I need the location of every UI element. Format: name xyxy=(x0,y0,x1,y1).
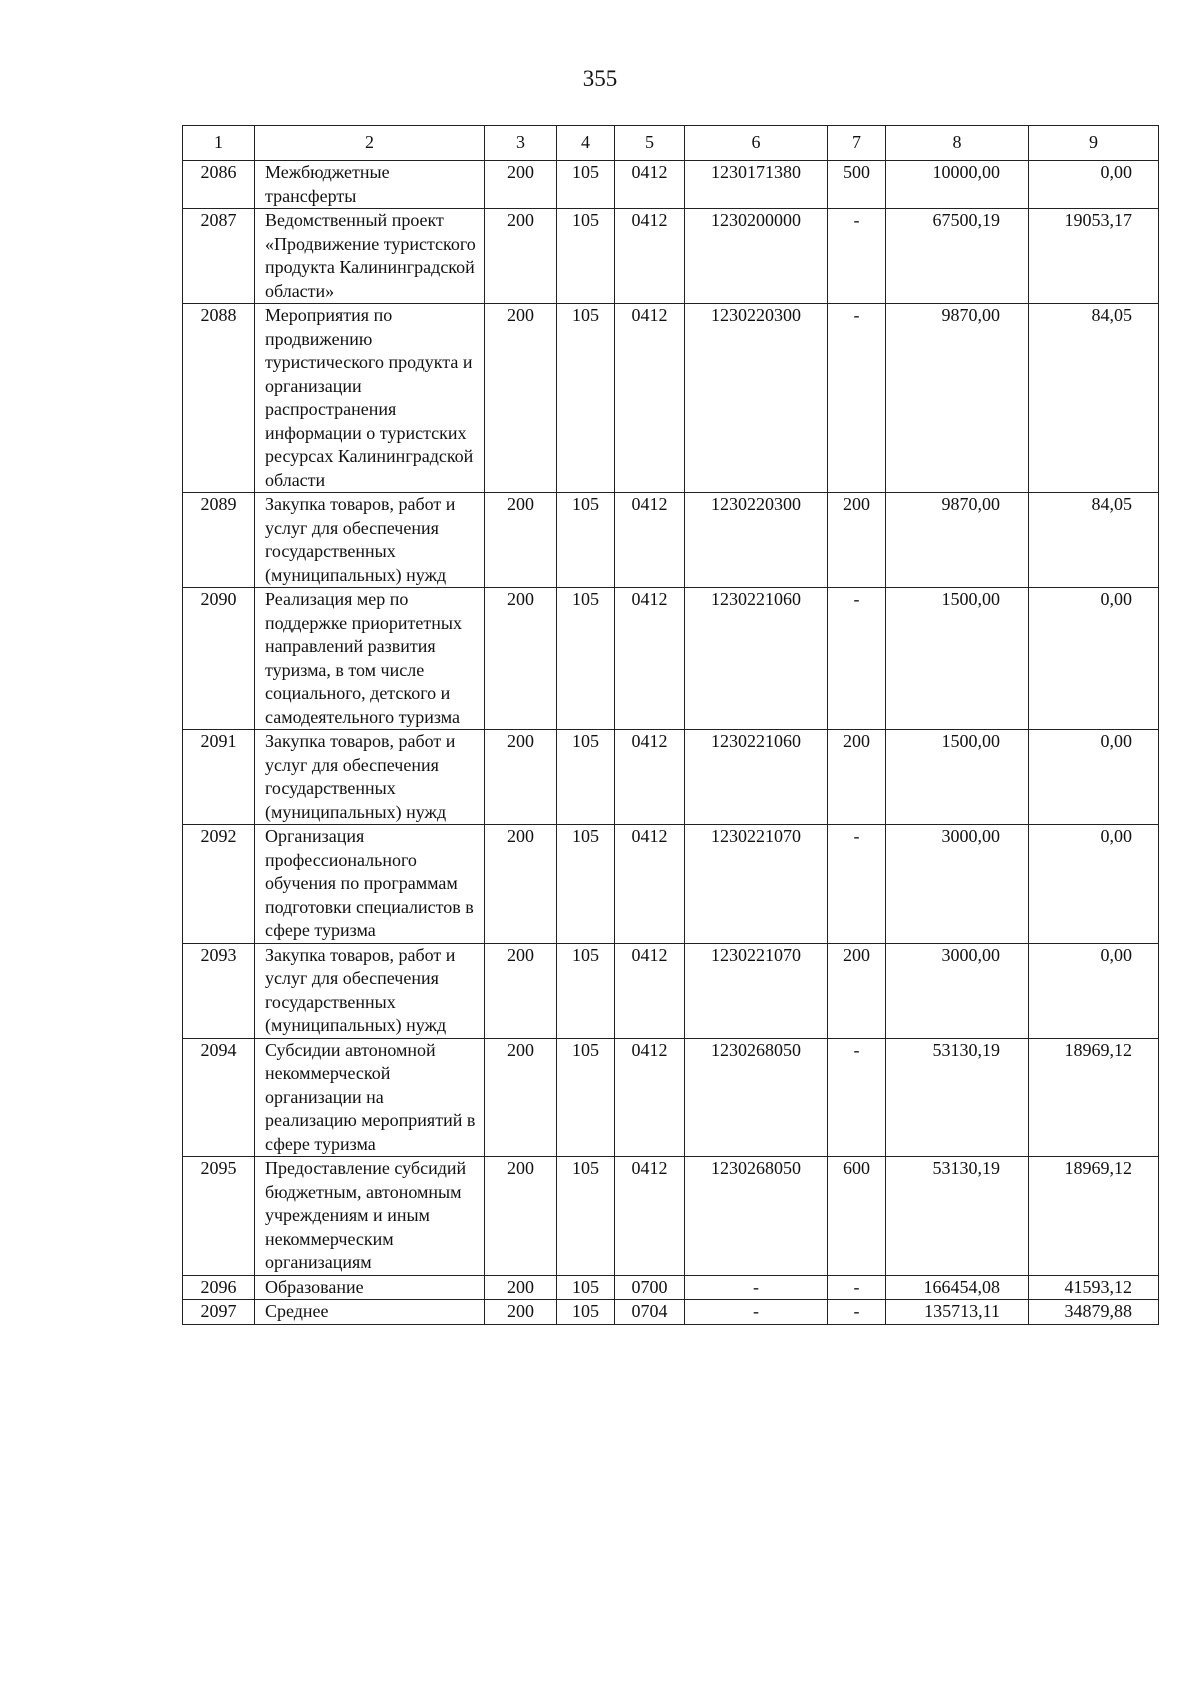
col-9-amount-cell: 19053,17 xyxy=(1029,209,1159,304)
item-name-cell: Закупка товаров, работ и услуг для обеспечения государственных (муниципальных) нужд xyxy=(255,493,485,588)
table-row xyxy=(183,588,1159,730)
table-row xyxy=(183,943,1159,1038)
column-header: 6 xyxy=(685,126,828,161)
table-row xyxy=(183,304,1159,493)
col-8-amount-cell: 53130,19 xyxy=(886,1157,1029,1276)
col-3-cell: 200 xyxy=(485,588,557,730)
item-name-cell: Предоставление субсидий бюджетным, автономным учреждениям и иным некоммерческим организациям xyxy=(255,1157,485,1276)
col-4-cell: 105 xyxy=(557,943,615,1038)
col-7-cell: - xyxy=(828,1300,886,1325)
item-name-cell: Ведомственный проект «Продвижение туристского продукта Калининградской области» xyxy=(255,209,485,304)
item-name-cell: Организация профессионального обучения по программам подготовки специалистов в сфере туризма xyxy=(255,825,485,944)
col-5-cell: 0412 xyxy=(615,1038,685,1157)
col-9-amount-cell: 84,05 xyxy=(1029,493,1159,588)
col-5-cell: 0412 xyxy=(615,825,685,944)
table-header-row xyxy=(183,126,1159,161)
column-header: 3 xyxy=(485,126,557,161)
col-6-cell: 1230200000 xyxy=(685,209,828,304)
col-5-cell: 0412 xyxy=(615,209,685,304)
col-9-amount-cell: 18969,12 xyxy=(1029,1157,1159,1276)
col-8-amount-cell: 3000,00 xyxy=(886,825,1029,944)
col-3-cell: 200 xyxy=(485,730,557,825)
row-number-cell: 2088 xyxy=(183,304,255,493)
row-number-cell: 2089 xyxy=(183,493,255,588)
col-8-amount-cell: 9870,00 xyxy=(886,493,1029,588)
item-name-cell: Межбюджетные трансферты xyxy=(255,161,485,209)
col-5-cell: 0412 xyxy=(615,304,685,493)
col-9-amount-cell: 0,00 xyxy=(1029,730,1159,825)
row-number-cell: 2094 xyxy=(183,1038,255,1157)
budget-table xyxy=(182,125,1159,1325)
column-header: 1 xyxy=(183,126,255,161)
col-4-cell: 105 xyxy=(557,1300,615,1325)
col-4-cell: 105 xyxy=(557,1038,615,1157)
col-9-amount-cell: 18969,12 xyxy=(1029,1038,1159,1157)
col-6-cell: 1230221060 xyxy=(685,730,828,825)
table-row xyxy=(183,209,1159,304)
col-9-amount-cell: 0,00 xyxy=(1029,588,1159,730)
col-9-amount-cell: 0,00 xyxy=(1029,161,1159,209)
col-7-cell: - xyxy=(828,304,886,493)
col-6-cell: 1230268050 xyxy=(685,1038,828,1157)
item-name-cell: Мероприятия по продвижению туристического продукта и организации распространения информации о туристских ресурсах Калининградской области xyxy=(255,304,485,493)
col-8-amount-cell: 9870,00 xyxy=(886,304,1029,493)
row-number-cell: 2092 xyxy=(183,825,255,944)
column-header: 2 xyxy=(255,126,485,161)
table-row xyxy=(183,825,1159,944)
col-7-cell: 200 xyxy=(828,730,886,825)
col-4-cell: 105 xyxy=(557,493,615,588)
col-8-amount-cell: 135713,11 xyxy=(886,1300,1029,1325)
col-7-cell: 200 xyxy=(828,943,886,1038)
col-3-cell: 200 xyxy=(485,1038,557,1157)
col-4-cell: 105 xyxy=(557,825,615,944)
col-7-cell: - xyxy=(828,1275,886,1300)
col-5-cell: 0700 xyxy=(615,1275,685,1300)
col-7-cell: - xyxy=(828,588,886,730)
col-6-cell: 1230268050 xyxy=(685,1157,828,1276)
col-5-cell: 0412 xyxy=(615,588,685,730)
col-8-amount-cell: 3000,00 xyxy=(886,943,1029,1038)
table-row xyxy=(183,1038,1159,1157)
table-row xyxy=(183,1275,1159,1300)
col-5-cell: 0412 xyxy=(615,943,685,1038)
item-name-cell: Субсидии автономной некоммерческой организации на реализацию мероприятий в сфере туризма xyxy=(255,1038,485,1157)
col-6-cell: - xyxy=(685,1300,828,1325)
col-8-amount-cell: 10000,00 xyxy=(886,161,1029,209)
col-8-amount-cell: 1500,00 xyxy=(886,588,1029,730)
col-7-cell: - xyxy=(828,825,886,944)
col-3-cell: 200 xyxy=(485,825,557,944)
row-number-cell: 2087 xyxy=(183,209,255,304)
col-8-amount-cell: 1500,00 xyxy=(886,730,1029,825)
col-7-cell: - xyxy=(828,1038,886,1157)
col-9-amount-cell: 84,05 xyxy=(1029,304,1159,493)
col-4-cell: 105 xyxy=(557,1157,615,1276)
col-3-cell: 200 xyxy=(485,493,557,588)
col-3-cell: 200 xyxy=(485,209,557,304)
col-4-cell: 105 xyxy=(557,730,615,825)
col-7-cell: 200 xyxy=(828,493,886,588)
col-3-cell: 200 xyxy=(485,1300,557,1325)
col-4-cell: 105 xyxy=(557,588,615,730)
col-9-amount-cell: 0,00 xyxy=(1029,825,1159,944)
col-9-amount-cell: 0,00 xyxy=(1029,943,1159,1038)
col-5-cell: 0412 xyxy=(615,161,685,209)
table-row xyxy=(183,1300,1159,1325)
col-6-cell: 1230171380 xyxy=(685,161,828,209)
col-6-cell: 1230221060 xyxy=(685,588,828,730)
col-7-cell: - xyxy=(828,209,886,304)
col-4-cell: 105 xyxy=(557,209,615,304)
col-3-cell: 200 xyxy=(485,943,557,1038)
col-5-cell: 0412 xyxy=(615,493,685,588)
col-5-cell: 0704 xyxy=(615,1300,685,1325)
row-number-cell: 2086 xyxy=(183,161,255,209)
col-3-cell: 200 xyxy=(485,1157,557,1276)
row-number-cell: 2095 xyxy=(183,1157,255,1276)
table-row xyxy=(183,1157,1159,1276)
table-row xyxy=(183,161,1159,209)
row-number-cell: 2091 xyxy=(183,730,255,825)
column-header: 9 xyxy=(1029,126,1159,161)
col-3-cell: 200 xyxy=(485,304,557,493)
page-number: 355 xyxy=(582,66,618,91)
item-name-cell: Образование xyxy=(255,1275,485,1300)
col-6-cell: - xyxy=(685,1275,828,1300)
row-number-cell: 2096 xyxy=(183,1275,255,1300)
item-name-cell: Реализация мер по поддержке приоритетных направлений развития туризма, в том числе социального, детского и самодеятельного туризма xyxy=(255,588,485,730)
row-number-cell: 2097 xyxy=(183,1300,255,1325)
col-8-amount-cell: 53130,19 xyxy=(886,1038,1029,1157)
column-header: 7 xyxy=(828,126,886,161)
row-number-cell: 2093 xyxy=(183,943,255,1038)
col-7-cell: 500 xyxy=(828,161,886,209)
table-row xyxy=(183,730,1159,825)
column-header: 8 xyxy=(886,126,1029,161)
column-header: 5 xyxy=(615,126,685,161)
col-6-cell: 1230221070 xyxy=(685,825,828,944)
col-4-cell: 105 xyxy=(557,1275,615,1300)
row-number-cell: 2090 xyxy=(183,588,255,730)
item-name-cell: Закупка товаров, работ и услуг для обеспечения государственных (муниципальных) нужд xyxy=(255,943,485,1038)
col-9-amount-cell: 41593,12 xyxy=(1029,1275,1159,1300)
col-6-cell: 1230221070 xyxy=(685,943,828,1038)
item-name-cell: Среднее xyxy=(255,1300,485,1325)
col-5-cell: 0412 xyxy=(615,730,685,825)
col-3-cell: 200 xyxy=(485,161,557,209)
col-5-cell: 0412 xyxy=(615,1157,685,1276)
col-6-cell: 1230220300 xyxy=(685,304,828,493)
item-name-cell: Закупка товаров, работ и услуг для обеспечения государственных (муниципальных) нужд xyxy=(255,730,485,825)
col-8-amount-cell: 67500,19 xyxy=(886,209,1029,304)
col-6-cell: 1230220300 xyxy=(685,493,828,588)
col-3-cell: 200 xyxy=(485,1275,557,1300)
col-8-amount-cell: 166454,08 xyxy=(886,1275,1029,1300)
col-4-cell: 105 xyxy=(557,304,615,493)
col-9-amount-cell: 34879,88 xyxy=(1029,1300,1159,1325)
column-header: 4 xyxy=(557,126,615,161)
table-row xyxy=(183,493,1159,588)
col-7-cell: 600 xyxy=(828,1157,886,1276)
col-4-cell: 105 xyxy=(557,161,615,209)
